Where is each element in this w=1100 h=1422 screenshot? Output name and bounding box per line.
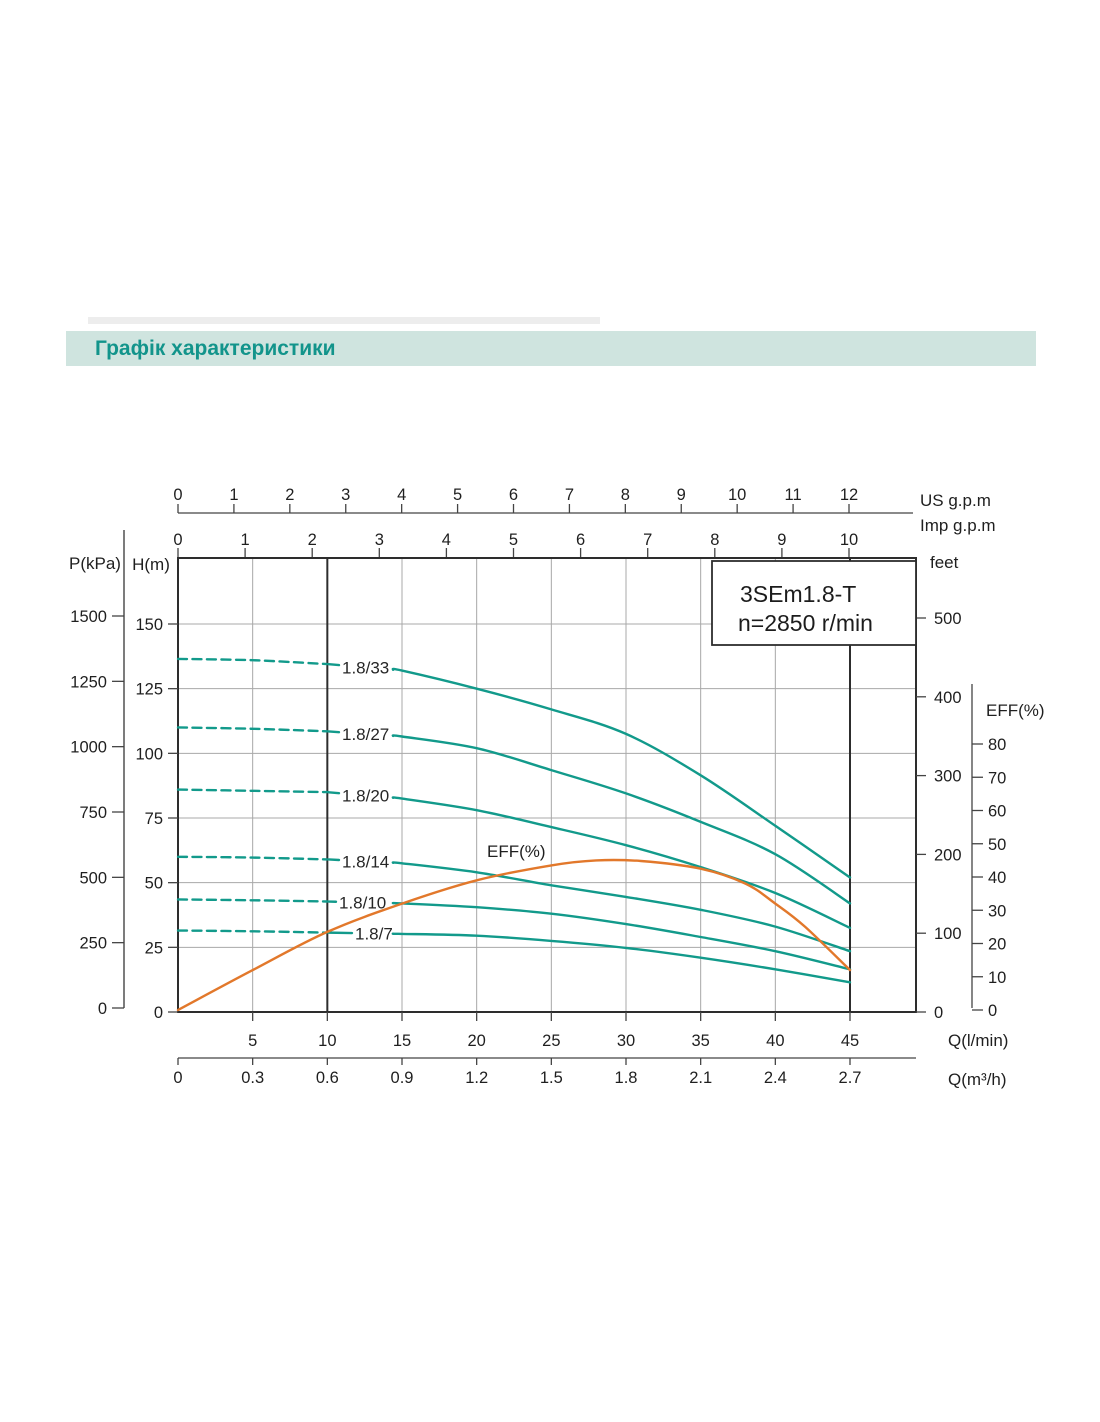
feet-tick-label-500: 500 <box>934 610 962 628</box>
pump-curve-1.8/20-dashed <box>178 790 327 793</box>
imp-gpm-tick-label-4: 4 <box>441 531 451 549</box>
q-lmin-tick-label-25: 25 <box>542 1032 561 1050</box>
p-kpa-tick-label-750: 750 <box>79 804 107 822</box>
q-lmin-axis-title: Q(l/min) <box>948 1031 1009 1050</box>
curves-layer <box>178 658 850 1010</box>
pump-curve-1.8/7-dashed <box>178 931 327 933</box>
pump-curve-1.8/14-connector <box>329 859 339 860</box>
h-m-tick-label-100: 100 <box>135 745 163 764</box>
imp-gpm-axis-title: Imp g.p.m <box>920 516 996 535</box>
eff-axis-title: EFF(%) <box>986 701 1045 720</box>
us-gpm-tick-label-9: 9 <box>676 486 686 504</box>
h-m-tick-label-50: 50 <box>144 874 163 893</box>
us-gpm-tick-label-12: 12 <box>839 486 859 504</box>
imp-gpm-tick-label-5: 5 <box>508 531 519 549</box>
model-speed: n=2850 r/min <box>738 610 873 636</box>
q-lmin-tick-label-5: 5 <box>248 1032 258 1050</box>
p-kpa-tick-label-1500: 1500 <box>70 608 107 626</box>
us-gpm-tick-label-10: 10 <box>727 486 747 504</box>
curve-label-1.8/7: 1.8/7 <box>355 924 393 944</box>
pump-curve-1.8/27-connector <box>329 731 339 732</box>
q-lmin-tick-label-15: 15 <box>392 1032 412 1050</box>
q-m3h-tick-label-2.4: 2.4 <box>763 1069 787 1087</box>
us-gpm-tick-label-3: 3 <box>341 486 351 504</box>
us-gpm-tick-label-0: 0 <box>173 486 183 504</box>
imp-gpm-tick-label-2: 2 <box>307 531 317 549</box>
eff-tick-label-40: 40 <box>988 869 1007 887</box>
pump-curve-1.8/33-solid <box>393 669 850 878</box>
us-gpm-tick-label-7: 7 <box>564 486 575 504</box>
feet-tick-label-200: 200 <box>934 846 962 865</box>
imp-gpm-tick-label-6: 6 <box>576 531 586 549</box>
imp-gpm-tick-label-3: 3 <box>374 531 384 549</box>
imp-gpm-tick-label-7: 7 <box>643 531 653 549</box>
p-kpa-axis-title: P(kPa) <box>69 554 121 573</box>
q-m3h-tick-label-0: 0 <box>173 1069 183 1087</box>
q-lmin-tick-label-35: 35 <box>691 1032 710 1050</box>
pump-curve-1.8/33-connector <box>329 664 339 665</box>
p-kpa-tick-label-250: 250 <box>79 934 107 953</box>
curve-label-1.8/20: 1.8/20 <box>342 786 390 806</box>
imp-gpm-tick-label-0: 0 <box>173 531 183 549</box>
us-gpm-tick-label-8: 8 <box>620 486 630 504</box>
us-gpm-tick-label-11: 11 <box>784 486 802 504</box>
curve-label-1.8/14: 1.8/14 <box>342 852 390 872</box>
model-info-box <box>712 561 916 645</box>
us-gpm-tick-label-4: 4 <box>397 486 407 504</box>
model-name: 3SEm1.8-T <box>740 581 857 607</box>
q-m3h-tick-label-2.1: 2.1 <box>689 1069 713 1087</box>
eff-tick-label-50: 50 <box>988 835 1007 854</box>
eff-tick-label-20: 20 <box>988 935 1007 954</box>
pump-curve-1.8/10-dashed <box>178 899 327 901</box>
h-m-tick-label-150: 150 <box>135 616 163 634</box>
h-m-axis-title: H(m) <box>132 555 170 574</box>
us-gpm-tick-label-6: 6 <box>508 486 519 504</box>
pump-curve-1.8/7-solid <box>393 934 850 983</box>
eff-tick-label-60: 60 <box>988 802 1007 821</box>
pump-curve-1.8/20-connector <box>329 792 339 793</box>
q-m3h-tick-label-2.7: 2.7 <box>838 1069 862 1087</box>
imp-gpm-tick-label-1: 1 <box>240 531 250 549</box>
q-lmin-tick-label-10: 10 <box>318 1032 337 1050</box>
us-gpm-tick-label-1: 1 <box>229 486 239 504</box>
p-kpa-tick-label-0: 0 <box>97 1000 107 1018</box>
eff-tick-label-80: 80 <box>988 736 1007 754</box>
q-m3h-tick-label-1.8: 1.8 <box>614 1069 638 1087</box>
us-gpm-axis-title: US g.p.m <box>920 491 991 510</box>
h-m-tick-label-125: 125 <box>135 680 163 699</box>
q-m3h-tick-label-0.3: 0.3 <box>241 1069 265 1087</box>
pump-curve-1.8/27-solid <box>393 735 850 903</box>
p-kpa-tick-label-500: 500 <box>79 869 107 888</box>
eff-tick-label-30: 30 <box>988 902 1007 921</box>
curve-label-1.8/10: 1.8/10 <box>339 893 387 913</box>
p-kpa-tick-label-1250: 1250 <box>70 673 107 692</box>
h-m-tick-label-75: 75 <box>144 810 163 828</box>
q-lmin-tick-label-20: 20 <box>467 1032 486 1050</box>
imp-gpm-tick-label-9: 9 <box>777 531 787 549</box>
q-lmin-tick-label-45: 45 <box>840 1032 860 1050</box>
feet-axis-title: feet <box>930 553 959 572</box>
q-lmin-tick-label-40: 40 <box>766 1032 785 1050</box>
h-m-tick-label-25: 25 <box>144 939 163 958</box>
eff-tick-label-10: 10 <box>988 968 1007 987</box>
curve-label-1.8/33: 1.8/33 <box>342 658 390 678</box>
us-gpm-tick-label-2: 2 <box>285 486 295 504</box>
q-m3h-tick-label-0.6: 0.6 <box>315 1069 339 1087</box>
eff-tick-label-0: 0 <box>988 1002 998 1020</box>
curve-label-1.8/27: 1.8/27 <box>342 725 390 745</box>
p-kpa-tick-label-1000: 1000 <box>70 738 107 757</box>
eff-curve-annotation: EFF(%) <box>487 842 546 861</box>
section-title: Графік характеристики <box>95 337 336 360</box>
q-m3h-tick-label-0.9: 0.9 <box>390 1069 414 1087</box>
q-m3h-tick-label-1.2: 1.2 <box>465 1069 489 1087</box>
eff-tick-label-70: 70 <box>988 769 1007 788</box>
us-gpm-tick-label-5: 5 <box>452 486 463 504</box>
q-m3h-axis-title: Q(m³/h) <box>948 1070 1007 1089</box>
feet-tick-label-0: 0 <box>934 1004 944 1022</box>
imp-gpm-tick-label-8: 8 <box>710 531 720 549</box>
q-lmin-tick-label-30: 30 <box>616 1032 636 1050</box>
h-m-tick-label-0: 0 <box>153 1004 163 1022</box>
feet-tick-label-100: 100 <box>934 925 962 944</box>
imp-gpm-tick-label-10: 10 <box>839 531 859 549</box>
q-m3h-tick-label-1.5: 1.5 <box>539 1069 563 1087</box>
feet-tick-label-400: 400 <box>934 688 962 707</box>
feet-tick-label-300: 300 <box>934 767 962 786</box>
